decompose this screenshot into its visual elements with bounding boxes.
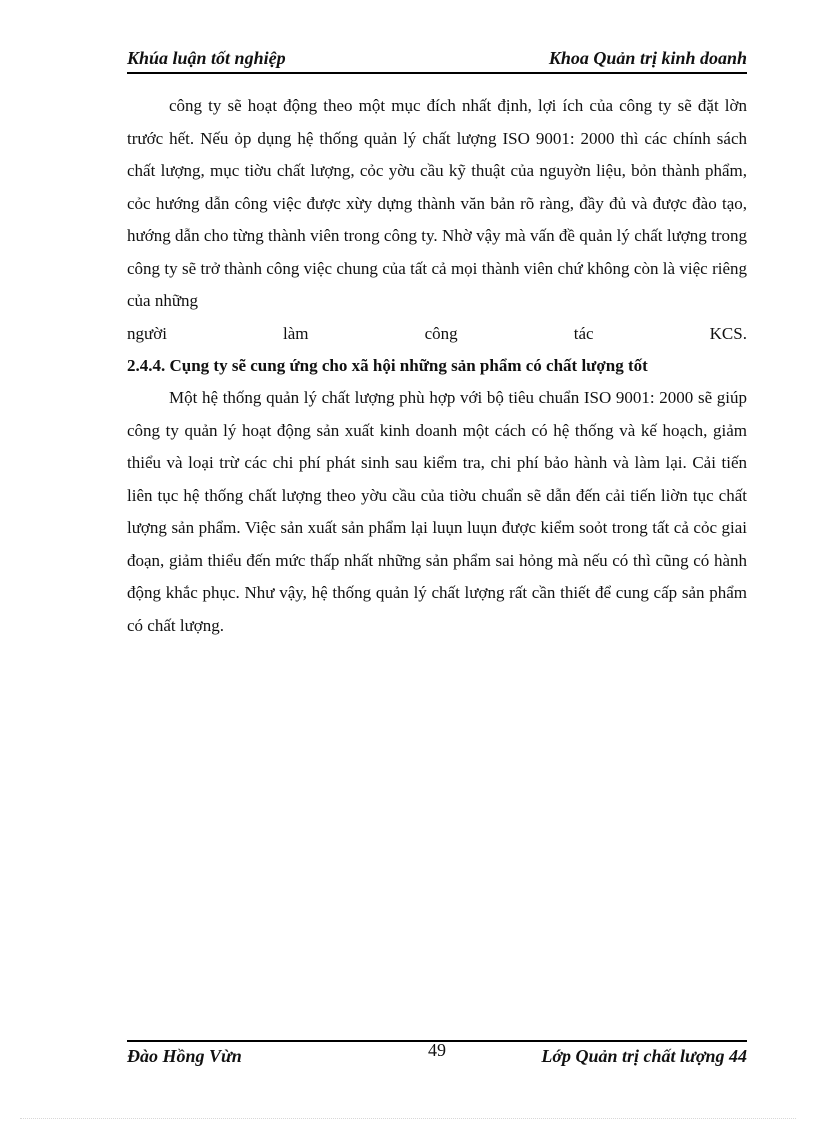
word: người (127, 323, 167, 343)
header-thesis-label: Khúa luận tốt nghiệp (127, 48, 286, 68)
page-number: 49 (428, 1040, 446, 1060)
page-header (127, 48, 747, 74)
section-heading: 2.4.4. Cụng ty sẽ cung ứng cho xã hội những sản phẩm có chất lượng tốt (127, 356, 648, 375)
word: tác (573, 323, 594, 343)
paragraph-2: Một hệ thống quản lý chất lượng phù hợp với bộ tiêu chuẩn ISO 9001: 2000 sẽ giúp công ty quản lý hoạt động sản xuất kinh doanh một cách có hệ thống và kế hoạch, giảm thiểu và loại trừ các chi phí phát sinh sau kiểm tra, chi phí bảo hành và làm lại. Cải tiến liên tục hệ thống chất lượng theo yờu cầu của tiờu chuẩn sẽ dẫn đến cải tiến liờn tục chất lượng sản phẩm. Việc sản xuất sản phẩm lại luụn luụn được kiểm soỏt trong tất cả cỏc giai đoạn, giảm thiểu đến mức thấp nhất những sản phẩm sai hỏng mà nếu có thì cũng có hành động khắc phục. Như vậy, hệ thống quản lý chất lượng rất cần thiết để cung cấp sản phẩm có chất lượng. (127, 388, 747, 635)
word: làm (283, 323, 309, 343)
page-edge-divider (20, 1118, 796, 1119)
header-faculty-label: Khoa Quản trị kinh doanh (548, 48, 747, 68)
paragraph-1-last-line (127, 318, 747, 351)
word: công (424, 323, 458, 343)
footer-class: Lớp Quản trị chất lượng 44 (541, 1046, 747, 1066)
page-body (127, 90, 747, 642)
paragraph-1: công ty sẽ hoạt động theo một mục đích nhất định, lợi ích của công ty sẽ đặt lờn trước hết. Nếu ỏp dụng hệ thống quản lý chất lượng ISO 9001: 2000 thì các chính sách chất lượng, mục tiờu chất lượng, cỏc yờu cầu kỹ thuật của nguyờn liệu, bỏn thành phẩm, cỏc hướng dẫn công việc được xừy dựng thành văn bản rõ ràng, đầy đủ và được đào tạo, hướng dẫn cho từng thành viên trong công ty. Nhờ vậy mà vấn đề quản lý chất lượng trong công ty sẽ trở thành công việc chung của tất cả mọi thành viên chứ không còn là việc riêng của những (127, 96, 747, 310)
footer-author: Đào Hồng Vừn (127, 1046, 242, 1066)
page-footer (127, 1040, 747, 1070)
word: KCS. (709, 323, 747, 343)
